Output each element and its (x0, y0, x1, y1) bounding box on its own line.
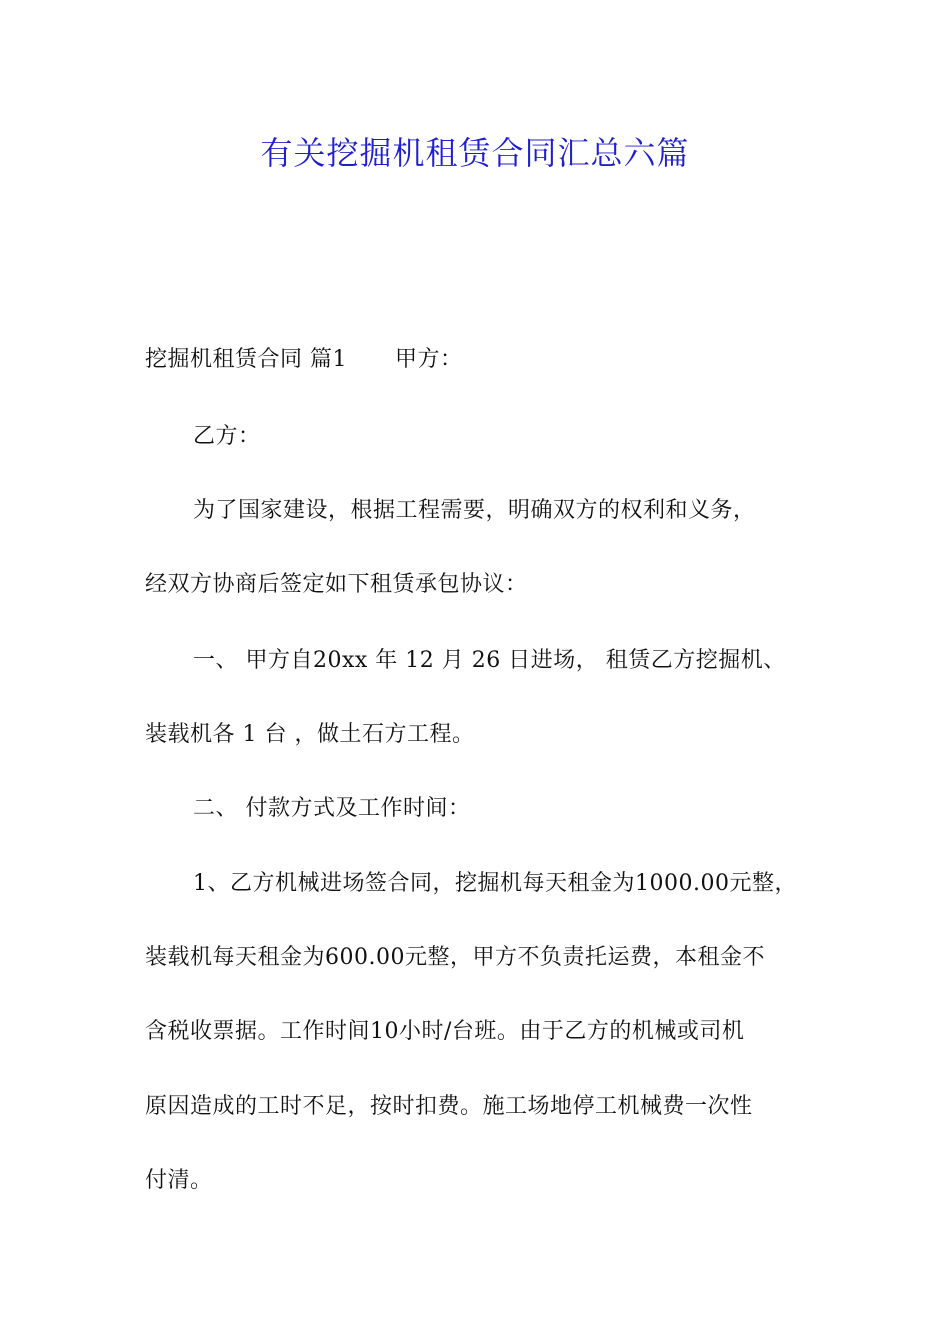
paragraph-line: 一、 甲方自20xx 年 12 月 26 日进场， 租赁乙方挖掘机、 (193, 648, 786, 673)
paragraph-line: 装载机各 1 台 ，做土石方工程。 (145, 722, 475, 747)
paragraph-line: 经双方协商后签定如下租赁承包协议： (145, 572, 528, 597)
party-a-label: 甲方： (395, 347, 463, 372)
paragraph-line: 二、 付款方式及工作时间： (193, 796, 471, 821)
paragraph-line: 含税收票据。工作时间10小时/台班。由于乙方的机械或司机 (145, 1019, 745, 1044)
paragraph-line: 1、乙方机械进场签合同，挖掘机每天租金为1000.00元整， (193, 871, 797, 896)
section-heading-line (145, 345, 463, 375)
paragraph-line: 原因造成的工时不足，按时扣费。施工场地停工机械费一次性 (145, 1094, 753, 1119)
document-title: 有关挖掘机租赁合同汇总六篇 (260, 134, 690, 172)
paragraph-line: 装载机每天租金为600.00元整，甲方不负责托运费，本租金不 (145, 945, 765, 970)
paragraph-line: 为了国家建设，根据工程需要，明确双方的权利和义务， (193, 498, 756, 523)
paragraph-line: 付清。 (145, 1168, 213, 1193)
section-heading: 挖掘机租赁合同 篇1 (145, 347, 347, 372)
party-b-label: 乙方： (193, 424, 261, 449)
